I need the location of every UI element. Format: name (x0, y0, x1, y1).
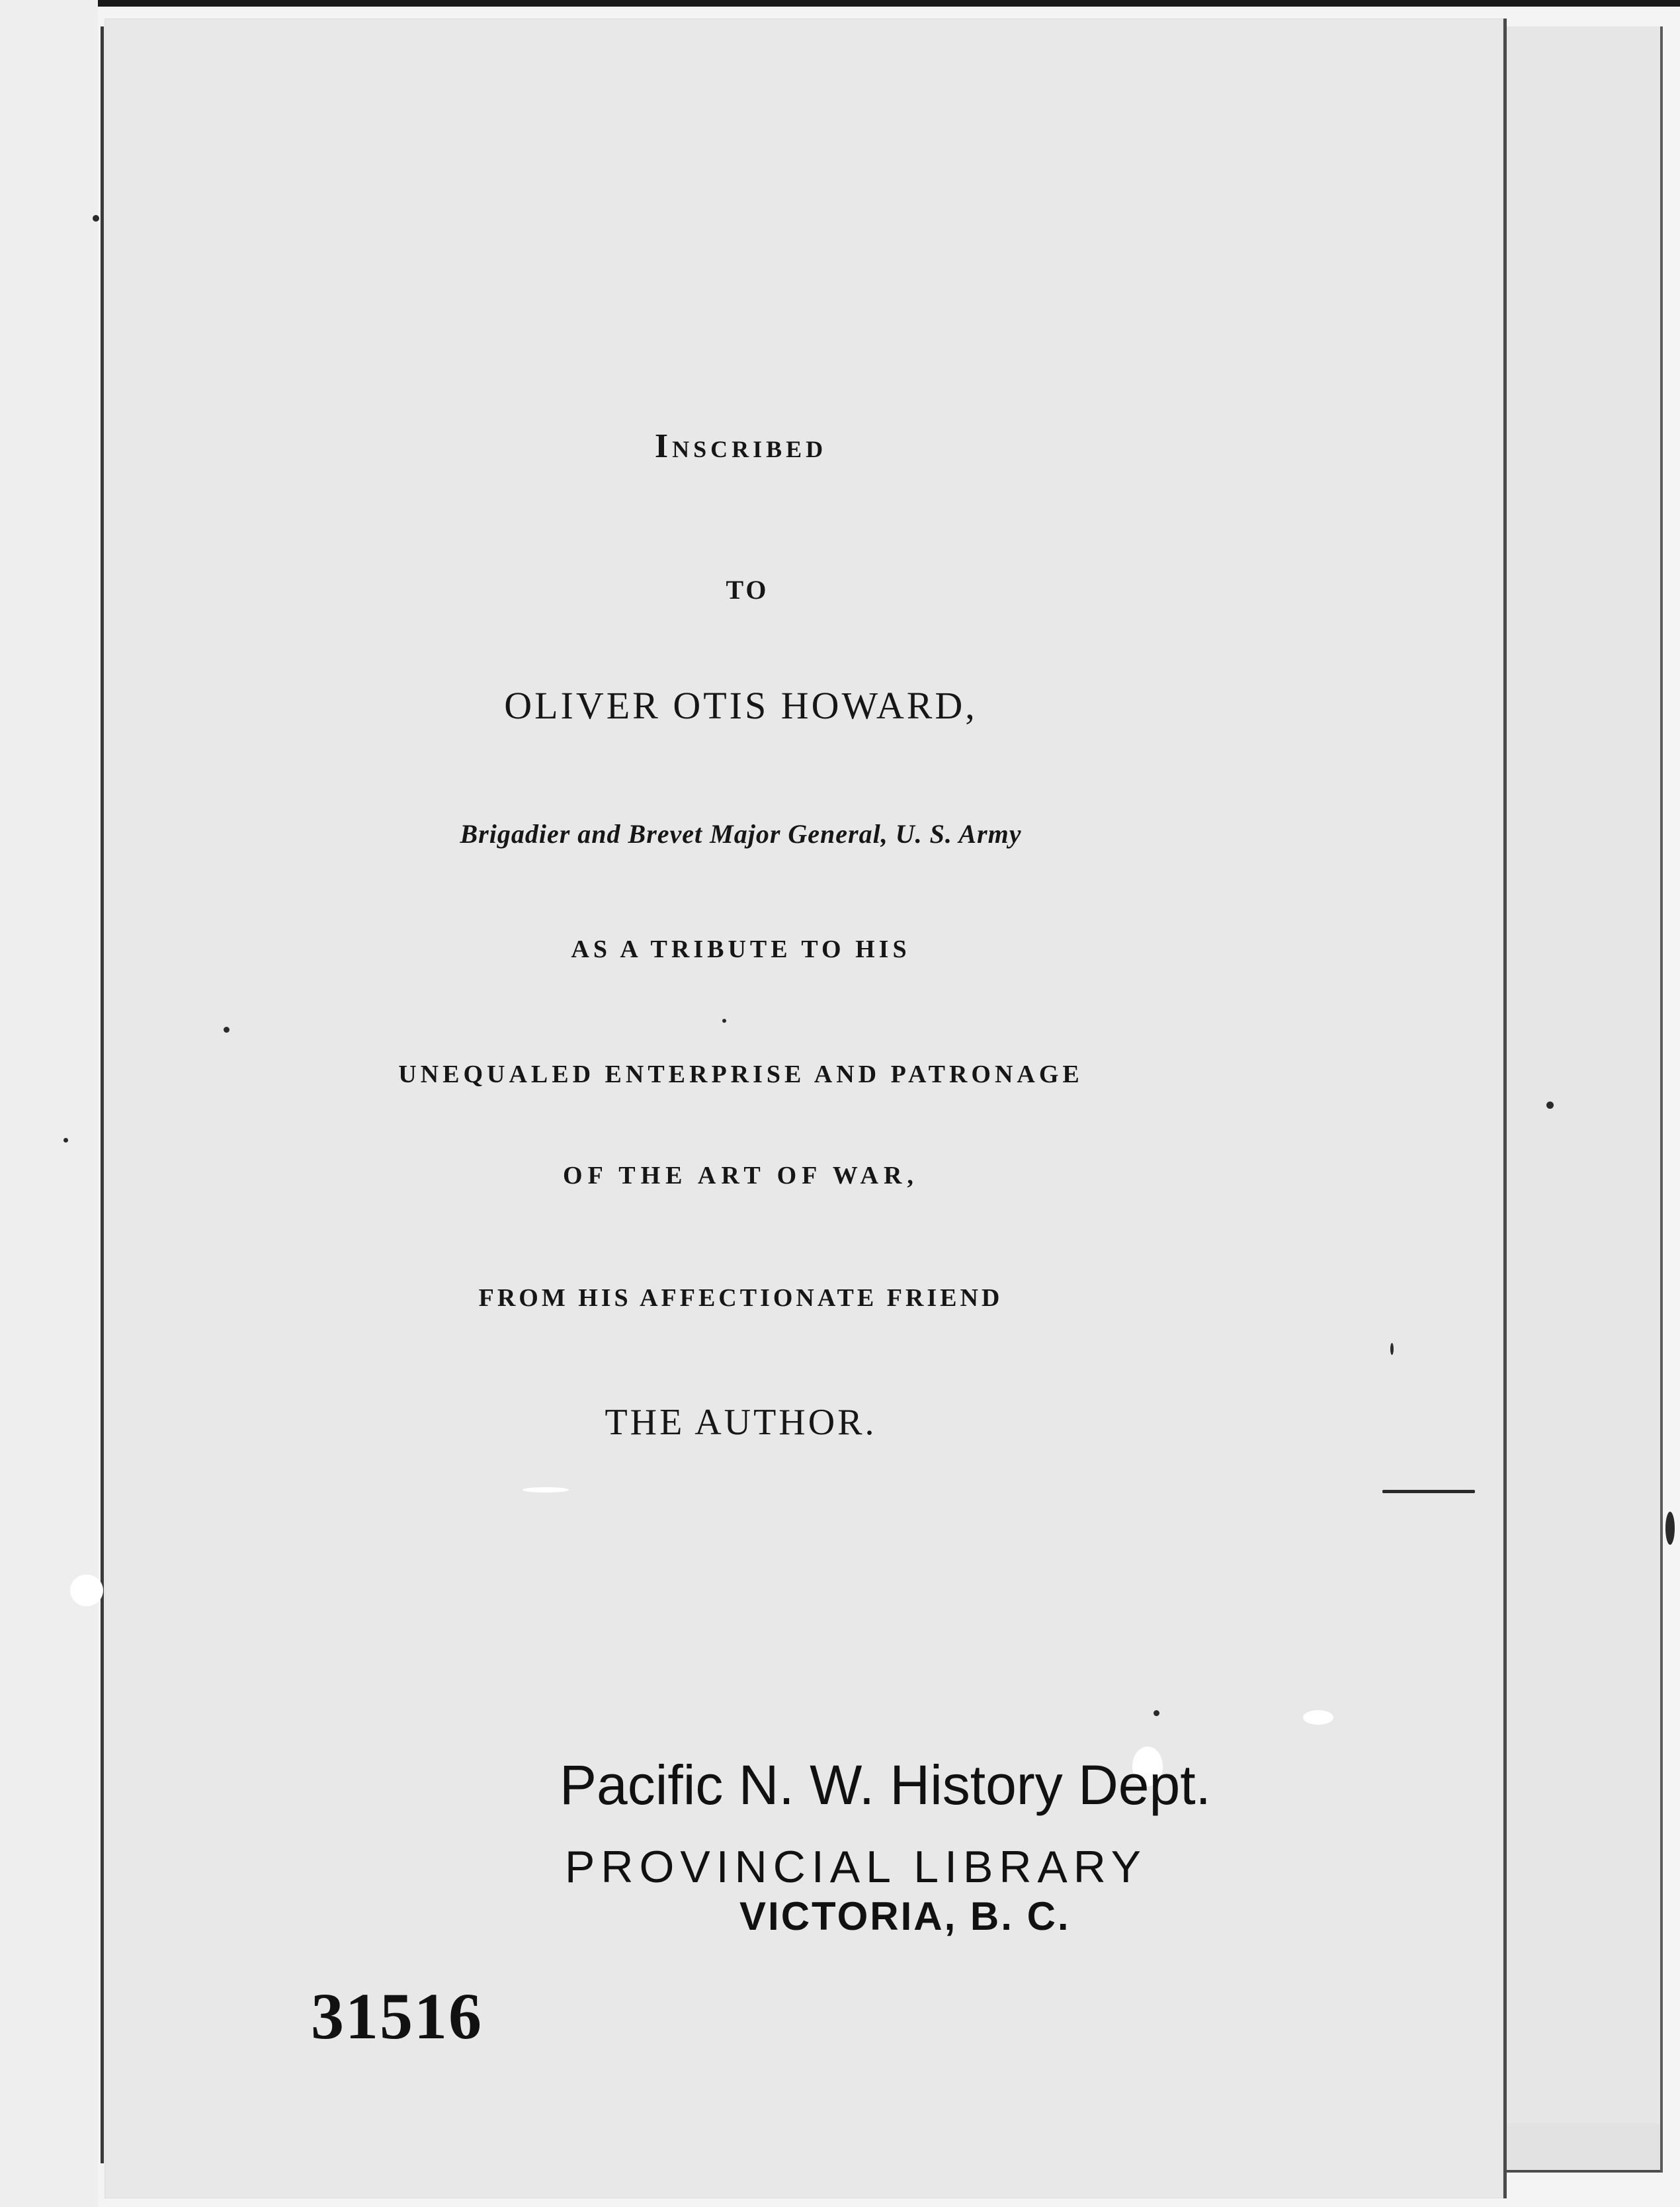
stamp-city: VICTORIA, B. C. (739, 1894, 1071, 1938)
scan-speck (722, 1019, 726, 1023)
dedicatee-name: OLIVER OTIS HOWARD, (504, 684, 978, 727)
scan-speck (1154, 1710, 1159, 1716)
scan-speck (1390, 1343, 1394, 1355)
dedicatee-rank: Brigadier and Brevet Major General, U. S. Army (460, 819, 1022, 849)
author-line: THE AUTHOR. (605, 1402, 877, 1443)
scan-speck (523, 1487, 569, 1493)
scan-speck (63, 1138, 68, 1143)
tribute-line: AS A TRIBUTE TO HIS (571, 935, 911, 963)
scan-speck (1546, 1102, 1554, 1109)
to-line: TO (726, 575, 769, 605)
accession-number: 31516 (311, 1979, 483, 2053)
scan-speck (224, 1027, 230, 1033)
scan-speck (70, 1575, 103, 1606)
page-edge-rule (101, 26, 104, 2163)
art-of-war-line: OF THE ART OF WAR, (563, 1162, 919, 1190)
inscribed-heading: Inscribed (654, 427, 827, 465)
scan-top-edge (0, 0, 1680, 7)
scan-speck (1303, 1710, 1333, 1725)
scan-speck (1382, 1490, 1475, 1493)
previous-leaf-margin (0, 0, 98, 2207)
scan-speck (1665, 1512, 1675, 1545)
scan-speck (93, 215, 99, 222)
stamp-department: Pacific N. W. History Dept. (560, 1754, 1211, 1816)
stamp-library: PROVINCIAL LIBRARY (565, 1842, 1148, 1892)
qualities-line: UNEQUALED ENTERPRISE AND PATRONAGE (398, 1060, 1083, 1088)
from-line: FROM HIS AFFECTIONATE FRIEND (478, 1284, 1003, 1312)
